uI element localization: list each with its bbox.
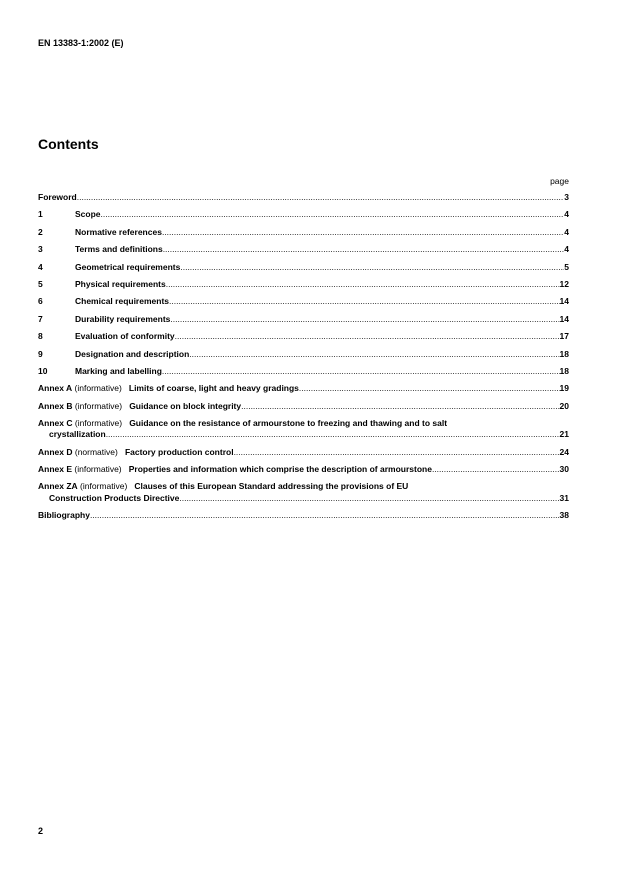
toc-entry-number: 6 bbox=[38, 296, 43, 307]
toc-entry-title: Bibliography bbox=[38, 510, 90, 521]
toc-entry-durability-requirements[interactable] bbox=[38, 314, 569, 325]
toc-entry-chemical-requirements[interactable] bbox=[38, 296, 569, 307]
dot-leader bbox=[162, 366, 560, 377]
toc-entry-evaluation-of-conformity[interactable] bbox=[38, 331, 569, 342]
dot-leader bbox=[169, 296, 560, 307]
annex-type: (informative) bbox=[74, 383, 122, 394]
dot-leader bbox=[241, 401, 559, 412]
toc-entry-page: 24 bbox=[559, 446, 569, 457]
toc-entry-title: Durability requirements bbox=[75, 313, 171, 324]
toc-entry-page: 31 bbox=[559, 492, 569, 503]
toc-entry-title: Designation and description bbox=[75, 348, 190, 359]
page-number: 2 bbox=[38, 826, 44, 836]
toc-entry-title: Evaluation of conformity bbox=[75, 331, 175, 342]
toc-entry-page: 21 bbox=[559, 429, 569, 440]
toc-entry-marking-and-labelling[interactable] bbox=[38, 366, 569, 377]
annex-label: Annex C bbox=[38, 418, 73, 429]
toc-entry-page: 19 bbox=[559, 383, 569, 394]
annex-type: (informative) bbox=[74, 400, 123, 411]
toc-entry-page: 3 bbox=[564, 192, 569, 202]
dot-leader bbox=[170, 314, 559, 325]
toc-entry-number: 8 bbox=[38, 331, 43, 342]
toc-entry-page: 12 bbox=[559, 278, 569, 289]
dot-leader bbox=[166, 279, 560, 290]
toc-entry-title: Chemical requirements bbox=[75, 296, 170, 307]
toc-entry-number: 1 bbox=[38, 209, 43, 220]
toc-entry-foreword[interactable] bbox=[38, 192, 569, 203]
dot-leader bbox=[432, 464, 560, 475]
toc-entry-normative-references[interactable] bbox=[38, 227, 569, 238]
annex-label: Annex ZA bbox=[38, 481, 78, 492]
toc-entry-page: 4 bbox=[564, 209, 569, 220]
dot-leader bbox=[90, 510, 560, 521]
contents-title: Contents bbox=[38, 136, 99, 152]
annex-label: Annex A bbox=[38, 383, 73, 394]
annex-label: Annex D bbox=[38, 446, 73, 457]
toc-entry-number: 5 bbox=[38, 278, 43, 289]
toc-entry-page: 4 bbox=[564, 244, 569, 255]
toc-entry-title: Geometrical requirements bbox=[75, 261, 181, 272]
annex-title: Factory production control bbox=[124, 446, 234, 457]
toc-entry-page: 30 bbox=[559, 464, 569, 475]
dot-leader bbox=[101, 209, 565, 220]
toc-entry-terms-and-definitions[interactable] bbox=[38, 244, 569, 255]
toc-entry-page: 18 bbox=[559, 365, 569, 376]
annex-title: Guidance on block integrity bbox=[129, 400, 242, 411]
toc-entry-page: 14 bbox=[559, 313, 569, 324]
toc-entry-number: 4 bbox=[38, 261, 43, 272]
toc-entry-number: 3 bbox=[38, 244, 43, 255]
page-column-label: page bbox=[550, 176, 569, 186]
annex-title-continuation: crystallization bbox=[49, 429, 106, 440]
toc-entry-scope[interactable] bbox=[38, 209, 569, 220]
dot-leader bbox=[234, 447, 560, 458]
toc-entry-bibliography[interactable] bbox=[38, 510, 569, 521]
toc-entry-number: 10 bbox=[38, 365, 48, 376]
dot-leader bbox=[175, 331, 560, 342]
annex-type: (informative) bbox=[74, 418, 123, 429]
toc-entry-number: 2 bbox=[38, 226, 43, 237]
toc-entry-annex-za[interactable] bbox=[38, 481, 569, 503]
dot-leader bbox=[106, 429, 560, 440]
annex-title: Limits of coarse, light and heavy gradings bbox=[128, 383, 299, 394]
toc-entry-page: 14 bbox=[559, 296, 569, 307]
toc-entry-title: Physical requirements bbox=[75, 278, 166, 289]
toc-entry-title: Foreword bbox=[38, 192, 77, 202]
toc-entry-number: 9 bbox=[38, 348, 43, 359]
toc-entry-designation-and-description[interactable] bbox=[38, 349, 569, 360]
toc-entry-number: 7 bbox=[38, 313, 43, 324]
annex-type: (informative) bbox=[80, 481, 128, 492]
dot-leader bbox=[179, 493, 559, 504]
dot-leader bbox=[180, 262, 564, 273]
annex-type: (normative) bbox=[74, 446, 118, 457]
annex-title: Clauses of this European Standard addressing the provisions of EU bbox=[134, 481, 409, 492]
toc-entry-annex-c[interactable] bbox=[38, 418, 569, 440]
toc-entry-title: Normative references bbox=[75, 226, 162, 237]
toc-entry-physical-requirements[interactable] bbox=[38, 279, 569, 290]
toc-entry-title: Scope bbox=[75, 209, 101, 220]
annex-title: Properties and information which comprise the description of armourstone bbox=[128, 464, 432, 475]
annex-title: Guidance on the resistance of armourstone to freezing and thawing and to salt bbox=[129, 418, 448, 429]
toc-entry-page: 5 bbox=[564, 261, 569, 272]
toc-entry-annex-d[interactable] bbox=[38, 447, 569, 458]
toc-entry-page: 17 bbox=[559, 331, 569, 342]
toc-entry-title: Terms and definitions bbox=[75, 244, 163, 255]
toc-entry-annex-e[interactable] bbox=[38, 464, 569, 475]
toc-entry-page: 20 bbox=[559, 400, 569, 411]
dot-leader bbox=[163, 244, 565, 255]
dot-leader bbox=[189, 349, 559, 360]
annex-label: Annex B bbox=[38, 400, 73, 411]
toc-entry-annex-a[interactable] bbox=[38, 383, 569, 394]
annex-type: (informative) bbox=[74, 464, 122, 475]
table-of-contents bbox=[38, 192, 569, 527]
toc-entry-page: 18 bbox=[559, 348, 569, 359]
document-id-header: EN 13383-1:2002 (E) bbox=[38, 38, 124, 48]
dot-leader bbox=[299, 383, 560, 394]
annex-label: Annex E bbox=[38, 464, 73, 475]
toc-entry-page: 4 bbox=[564, 226, 569, 237]
toc-entry-geometrical-requirements[interactable] bbox=[38, 262, 569, 273]
toc-entry-title: Marking and labelling bbox=[75, 365, 162, 376]
toc-entry-annex-b[interactable] bbox=[38, 401, 569, 412]
dot-leader bbox=[77, 192, 565, 203]
annex-title-continuation: Construction Products Directive bbox=[49, 492, 180, 503]
dot-leader bbox=[162, 227, 564, 238]
toc-entry-page: 38 bbox=[559, 510, 569, 521]
